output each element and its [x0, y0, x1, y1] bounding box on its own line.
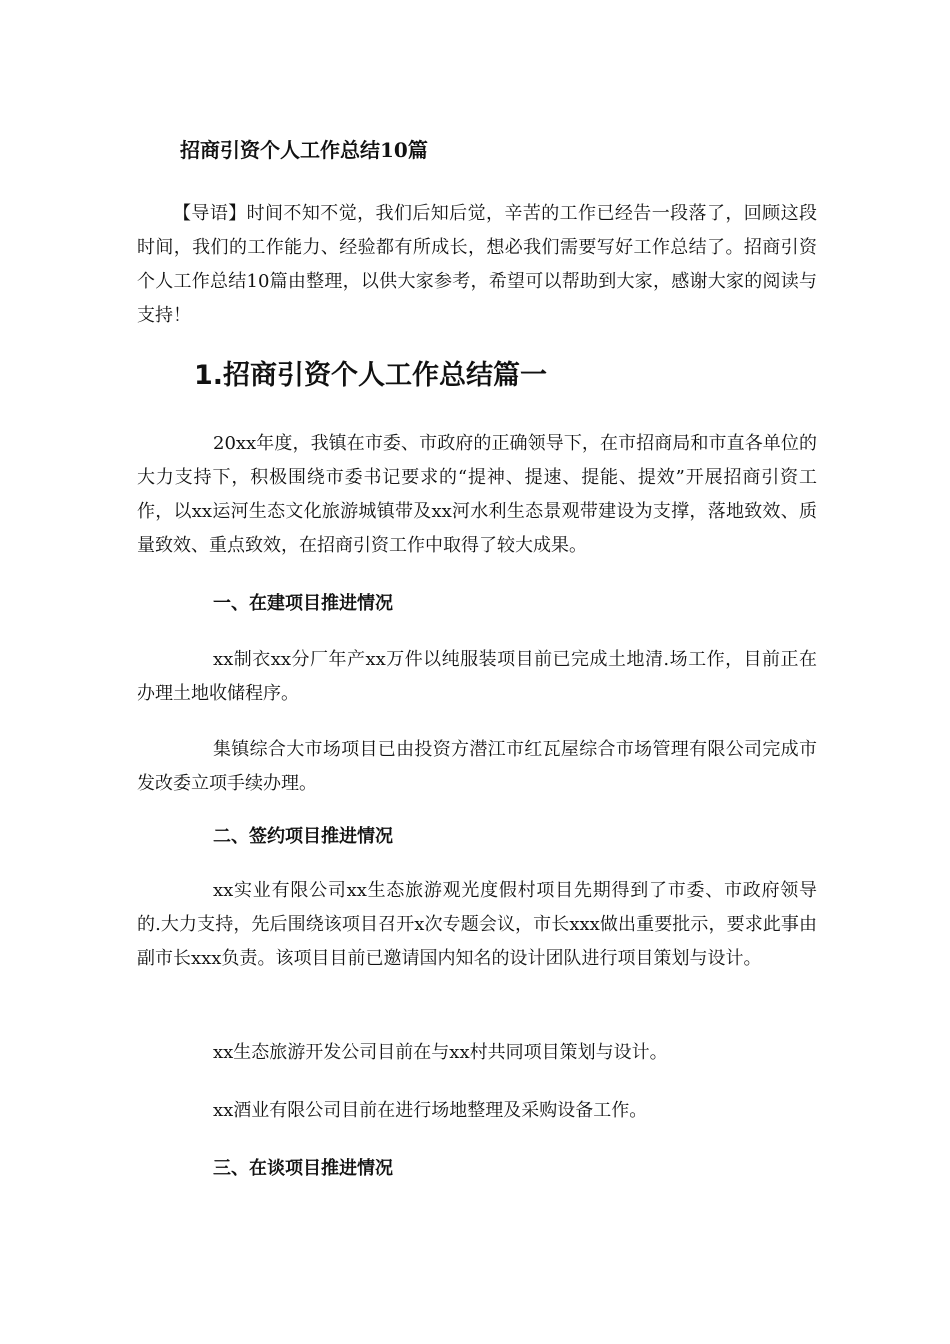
document-title: 招商引资个人工作总结10篇 [180, 138, 428, 162]
body-paragraph: xx酒业有限公司目前在进行场地整理及采购设备工作。 [213, 1100, 648, 1121]
opening-paragraph: 20xx年度，我镇在市委、市政府的正确领导下，在市招商局和市直各单位的大力支持下，积极围绕市委书记要求的“提神、提速、提能、提效”开展招商引资工作，以xx运河生态文化旅游城镇带及xx河水利生态景观带建设为支撑，落地致效、质量致效、重点致效，在招商引资工作中取得了较大成果。 [137, 433, 817, 556]
body-paragraph: xx实业有限公司xx生态旅游观光度假村项目先期得到了市委、市政府领导的.大力支持，先后围绕该项目召开x次专题会议，市长xxx做出重要批示，要求此事由副市长xxx负责。该项目目前已邀请国内知名的设计团队进行项目策划与设计。 [137, 880, 817, 969]
subheading-negotiating: 三、在谈项目推进情况 [213, 1158, 393, 1179]
body-paragraph: xx生态旅游开发公司目前在与xx村共同项目策划与设计。 [213, 1042, 668, 1063]
subheading-in-construction: 一、在建项目推进情况 [213, 593, 393, 614]
subheading-signed: 二、签约项目推进情况 [213, 826, 393, 847]
body-paragraph: xx制衣xx分厂年产xx万件以纯服装项目前已完成土地清.场工作，目前正在办理土地收储程序。 [137, 649, 817, 704]
body-paragraph: 集镇综合大市场项目已由投资方潜江市红瓦屋综合市场管理有限公司完成市发改委立项手续办理。 [137, 739, 817, 794]
section-heading: 1.招商引资个人工作总结篇一 [194, 360, 548, 391]
intro-paragraph: 【导语】时间不知不觉，我们后知后觉，辛苦的工作已经告一段落了，回顾这段时间，我们的工作能力、经验都有所成长，想必我们需要写好工作总结了。招商引资个人工作总结10篇由整理，以供大家参考，希望可以帮助到大家，感谢大家的阅读与支持！ [137, 203, 817, 326]
